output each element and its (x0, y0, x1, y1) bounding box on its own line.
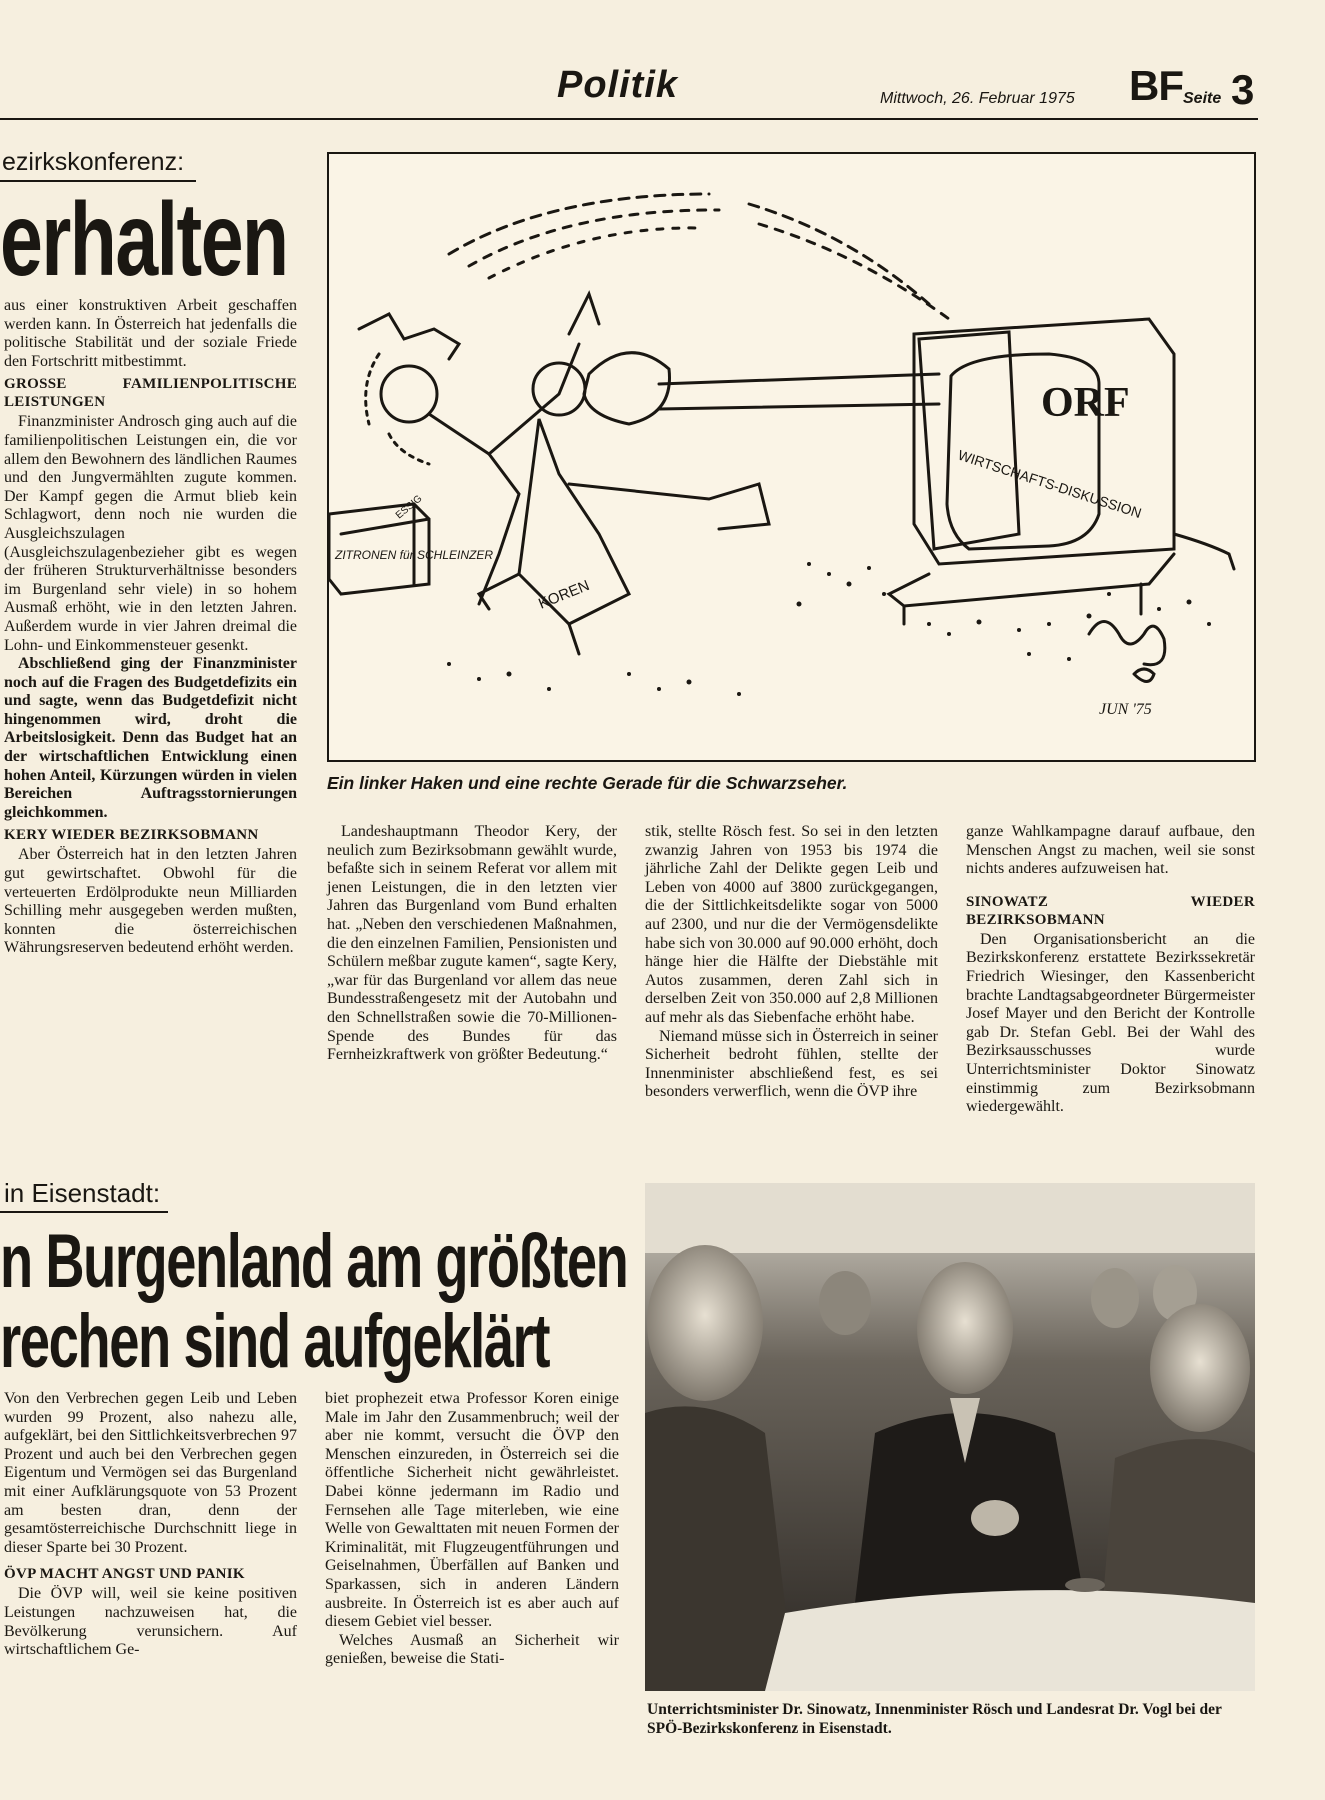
page-label: Seite (1183, 90, 1222, 107)
article1-kicker: ezirkskonferenz: (2, 148, 185, 176)
paragraph: Aber Österreich hat in den letzten Jahren gut gewirtschaftet. Obwohl für die verteuerten Erdölprodukte neun Milliarden Schilling mehr ausgegeben werden mußten, konnten die österreichischen Währungsreserven bedeutend erhöht werden. (4, 846, 297, 957)
cartoon-caption: Ein linker Haken und eine rechte Gerade für die Schwarzseher. (327, 773, 848, 793)
paragraph: ganze Wahlkampagne darauf aufbaue, den Menschen Angst zu machen, weil sie sonst nichts anderes aufzuweisen hat. (966, 823, 1255, 878)
photo-caption: Unterrichtsminister Dr. Sinowatz, Innenminister Rösch und Landesrat Dr. Vogl bei der SPÖ-Bezirkskonferenz in Eisenstadt. (647, 1701, 1222, 1737)
paragraph: Den Organisationsbericht an die Bezirkskonferenz erstattete Bezirkssekretär Friedrich Wiesinger, den Kassenbericht brachte Landtagsabgeordneter Bürgermeister Josef Mayer und den Bericht der Kontrolle gab Dr. Stefan Gebl. Bei der Wahl des Bezirksausschusses wurde Unterrichtsminister Doktor Sinowatz einstimmig zum Bezirksobmann wiedergewählt. (966, 930, 1255, 1116)
bottle-label: ESSIG (393, 493, 425, 522)
paragraph: aus einer konstruktiven Arbeit geschaffen werden kann. In Österreich hat jedenfalls die politische Stabilität und der soziale Friede den Fortschritt mitbestimmt. (4, 297, 297, 370)
issue-date: Mittwoch, 26. Februar 1975 (880, 90, 1075, 107)
article1-column3 (645, 823, 938, 1102)
subheading: ÖVP MACHT ANGST UND PANIK (4, 1566, 245, 1583)
article2-headline-line1: n Burgenland am größten (0, 1219, 628, 1304)
article1-column1 (4, 297, 297, 958)
page-number: 3 (1231, 66, 1255, 113)
subheading: KERY WIEDER BEZIRKSOBMANN (4, 827, 259, 844)
header-rule (0, 118, 1258, 120)
article2-kicker: in Eisenstadt: (4, 1178, 161, 1208)
screen-text: WIRTSCHAFTS-DISKUSSION (956, 446, 1144, 522)
tv-brand-label: ORF (1041, 380, 1130, 426)
article1-column2 (327, 823, 617, 1065)
paragraph: stik, stellte Rösch fest. So sei in den letzten zwanzig Jahren von 1953 bis 1974 die jährliche Zahl der Delikte gegen Leib und Leben von 4000 auf 3800 zurückgegangen, die der Sittlichkeitsdelikte sogar von 5000 auf 2300, und nur die der Vermögensdelikte habe sich von 30.000 auf 90.000 erhöht, doch hänge hier die Hälfte der Diebstähle mit Autos zusammen, deren Zahl sich in derselben Zeit von 350.000 auf 2,8 Millionen auf mehr als das Siebenfache erhöht habe. (645, 823, 938, 1026)
paragraph: Finanzminister Androsch ging auch auf die familienpolitischen Leistungen ein, die vor allem den Bewohnern des ländlichen Raumes und den Jungvermählten zugute kommen. Der Kampf gegen die Armut blieb kein Schlagwort, denn noch nie wurden die Ausgleichszulagen (Ausgleichszulagenbezieher gibt es wegen der früheren Strukturverhältnisse besonders im Burgenland sehr viele) in so hohem Ausmaß erhöht, wie in den letzten Jahren. Außerdem wurde in vier Jahren dreimal die Lohn- und Einkommensteuer gesenkt. (4, 413, 297, 654)
paragraph: Welches Ausmaß an Sicherheit wir genießen, beweise die Stati- (325, 1631, 619, 1668)
article2-column1 (4, 1390, 297, 1660)
cartoon-frame (327, 152, 1256, 762)
cartoon-illustration (329, 154, 1254, 760)
section-title: Politik (557, 64, 679, 106)
crate-label: ZITRONEN für SCHLEINZER (335, 548, 494, 562)
event-photo (645, 1183, 1255, 1691)
paragraph: Abschließend ging der Finanzminister noch auf die Fragen des Budgetdefizits ein und sagte, wenn das Budgetdefizit nicht hingenommen wird, droht die Arbeitslosigkeit. Denn das Budget hat an der wirtschaftlichen Entwicklung einen hohen Anteil, Kürzungen würden in vielen Bereichen Auftragsstornierungen gleichkommen. (4, 655, 297, 821)
paragraph: Die ÖVP will, weil sie keine positiven Leistungen nachzuweisen hat, die Bevölkerung verunsichern. Auf wirtschaftlichem Ge- (4, 1585, 297, 1659)
newspaper-logo: BF (1129, 62, 1183, 109)
paragraph: biet prophezeit etwa Professor Koren einige Male im Jahr den Zusammenbruch; weil der aber nie kommt, versucht die ÖVP den Menschen einzureden, in Österreich sei die öffentliche Sicherheit nicht gewährleistet. Dabei könne jedermann im Radio und Fernsehen alle Tage miterleben, wie eine Welle von Gewalttaten mit neuen Formen der Kriminalität, mit Flugzeugentführungen und Geiselnahmen, Überfällen auf Banken und Sparkassen, sich in anderen Ländern ausbreite. In Österreich ist es aber auch auf diesem Gebiet viel besser. (325, 1390, 619, 1631)
article2-headline-line2: rechen sind aufgeklärt (0, 1299, 550, 1384)
article1-headline: erhalten (0, 182, 288, 298)
article1-column4 (966, 823, 1255, 1117)
kicker-underline (0, 1211, 168, 1213)
cartoon-signature: JUN '75 (1099, 701, 1152, 718)
apron-label: KOREN (536, 576, 592, 613)
subheading: SINOWATZ WIEDER BEZIRKSOBMANN (966, 893, 1255, 928)
paragraph: Niemand müsse sich in Österreich in seiner Sicherheit bedroht fühlen, stellte der Innenminister abschließend fest, es sei besonders verwerflich, wenn die ÖVP ihre (645, 1027, 938, 1101)
paragraph: Von den Verbrechen gegen Leib und Leben wurden 99 Prozent, also nahezu alle, aufgeklärt, bei den Sittlichkeitsverbrechen 97 Prozent und auch bei den Verbrechen gegen Eigentum und Vermögen sei das Burgenland mit einer Aufklärungsquote von 53 Prozent am besten dran, denn der gesamtösterreichische Durchschnitt liege in dieser Sparte bei 30 Prozent. (4, 1390, 297, 1556)
article2-column2 (325, 1390, 619, 1669)
subheading: GROSSE FAMILIENPOLITISCHE LEISTUNGEN (4, 376, 297, 411)
paragraph: Landeshauptmann Theodor Kery, der neulich zum Bezirksobmann gewählt wurde, befaßte sich in seinem Referat vor allem mit jenen Leistungen, die in den letzten vier Jahren das Burgenland vom Bund erhalten hat. „Neben den verschiedenen Maßnahmen, die den einzelnen Familien, Pensionisten und Schülern meßbar zugute kamen“, sagte Kery, „war für das Burgenland vor allem das neue Bundesstraßengesetz mit der Autobahn und den Schnellstraßen sowie die 70-Millionen-Spende des Bundes für das Fernheizkraftwerk von größter Bedeutung.“ (327, 823, 617, 1064)
